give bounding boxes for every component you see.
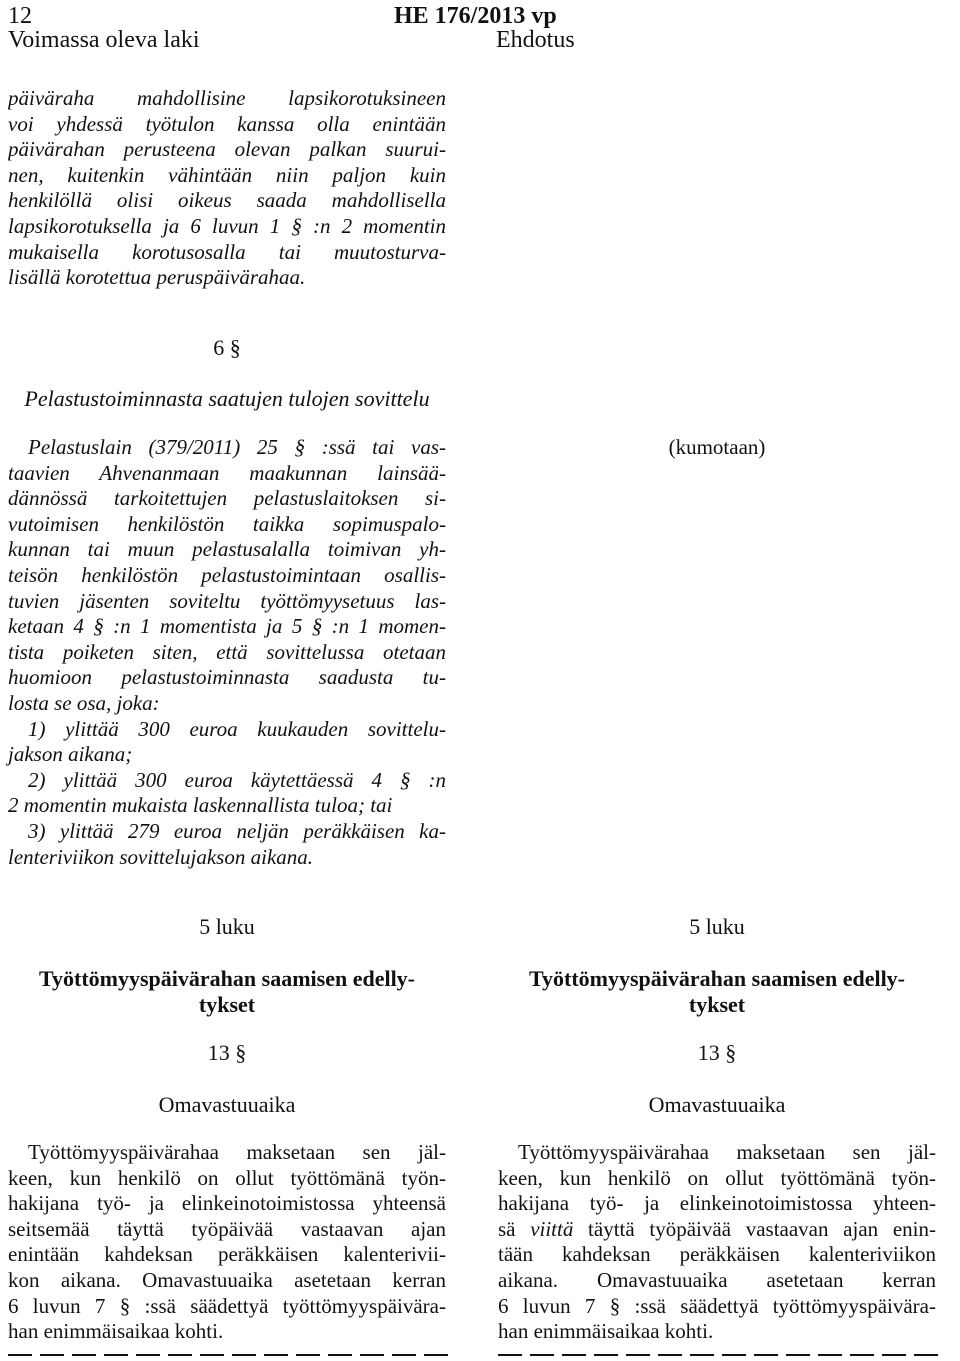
chapter-title-line: Työttömyyspäivärahan saamisen edelly- bbox=[528, 966, 906, 991]
left-section-13-number: 13 § bbox=[207, 1040, 247, 1065]
list-item-3-line-2: lenteriviikon sovittelujakson aikana. bbox=[8, 844, 314, 869]
text-line: losta se osa, joka: bbox=[8, 690, 160, 715]
text-segment: täyttä työpäivää vastaavan ajan enin- bbox=[573, 1216, 936, 1241]
list-item-1-line-2: jakson aikana; bbox=[8, 742, 133, 767]
text-line: kon aikana. Omavastuuaika asetetaan kerran bbox=[8, 1267, 446, 1292]
list-item-1-line-1: 1) ylittää 300 euroa kuukauden sovittelu- bbox=[28, 716, 446, 741]
right-column-title: Ehdotus bbox=[496, 27, 575, 53]
right-section-13-body bbox=[498, 1140, 936, 1345]
intro-paragraph bbox=[8, 86, 446, 291]
text-line: voi yhdessä työtulon kanssa olla enintään bbox=[8, 111, 446, 136]
text-line: hakijana työ- ja elinkeinotoimistossa yhteen- bbox=[498, 1191, 936, 1216]
text-line: kunnan tai muun pelastusalalla toimivan yh- bbox=[8, 537, 446, 562]
right-chapter-number: 5 luku bbox=[689, 914, 745, 939]
text-line: aikana. Omavastuuaika asetetaan kerran bbox=[498, 1267, 936, 1292]
text-line: mukaisella korotusosalla tai muutosturva- bbox=[8, 239, 446, 264]
section-6-body bbox=[8, 435, 446, 870]
text-line: henkilöllä olisi oikeus saada mahdollisella bbox=[8, 188, 446, 213]
left-section-13-title: Omavastuuaika bbox=[158, 1092, 296, 1117]
text-line: ketaan 4 § :n 1 momentista ja 5 § :n 1 momen- bbox=[8, 614, 446, 639]
text-line: tuvien jäsenten soviteltu työttömyysetuus las- bbox=[8, 588, 446, 613]
text-line: tista poiketen siten, että sovittelussa otetaan bbox=[8, 639, 446, 664]
section-6-proposal: (kumotaan) bbox=[668, 435, 766, 459]
text-line: päiväraha mahdollisine lapsikorotuksineen bbox=[8, 86, 446, 110]
text-line: han enimmäisaikaa kohti. bbox=[8, 1319, 224, 1344]
text-line: nen, kuitenkin vähintään niin paljon kuin bbox=[8, 162, 446, 187]
text-line: Pelastuslain (379/2011) 25 § :ssä tai vas- bbox=[28, 435, 446, 459]
text-line: keen, kun henkilö on ollut työttömänä työn- bbox=[498, 1165, 936, 1190]
text-line: seitsemää täyttä työpäivää vastaavan ajan bbox=[8, 1216, 446, 1241]
left-chapter-title bbox=[8, 966, 446, 1018]
text-line: päivärahan perusteena olevan palkan suurui- bbox=[8, 137, 446, 162]
list-item-2-line-1: 2) ylittää 300 euroa käytettäessä 4 § :n bbox=[28, 767, 446, 792]
chapter-title-line: tykset bbox=[688, 992, 746, 1017]
right-section-13-number: 13 § bbox=[697, 1040, 737, 1065]
left-chapter-number: 5 luku bbox=[199, 914, 255, 939]
chapter-title-line: Työttömyyspäivärahan saamisen edelly- bbox=[38, 966, 416, 991]
right-chapter-title bbox=[498, 966, 936, 1018]
document-id: HE 176/2013 vp bbox=[394, 3, 557, 29]
text-line: han enimmäisaikaa kohti. bbox=[498, 1319, 714, 1344]
text-segment: sä bbox=[498, 1216, 531, 1241]
text-line: tään kahdeksan peräkkäisen kalenteriviikon bbox=[498, 1242, 936, 1267]
chapter-title-line: tykset bbox=[198, 992, 256, 1017]
text-line: Työttömyyspäivärahaa maksetaan sen jäl- bbox=[518, 1140, 936, 1164]
page-number: 12 bbox=[8, 3, 32, 29]
right-section-13-title: Omavastuuaika bbox=[648, 1092, 786, 1117]
text-line: huomioon pelastustoiminnasta saadusta tu- bbox=[8, 665, 446, 690]
text-line: hakijana työ- ja elinkeinotoimistossa yhteensä bbox=[8, 1191, 446, 1216]
text-line: teisön henkilöstön pelastustoimintaan osallis- bbox=[8, 562, 446, 587]
section-6-number: 6 § bbox=[213, 335, 241, 360]
changed-word: viittä bbox=[530, 1216, 574, 1241]
left-omission-dashes bbox=[8, 1354, 448, 1356]
right-omission-dashes bbox=[498, 1354, 938, 1356]
text-line: lapsikorotuksella ja 6 luvun 1 § :n 2 momentin bbox=[8, 213, 446, 238]
text-line: 6 luvun 7 § :ssä säädettyä työttömyyspäivära- bbox=[498, 1293, 936, 1318]
text-line: keen, kun henkilö on ollut työttömänä työn- bbox=[8, 1165, 446, 1190]
left-section-13-body bbox=[8, 1140, 446, 1345]
text-line: Työttömyyspäivärahaa maksetaan sen jäl- bbox=[28, 1140, 446, 1164]
section-6-title: Pelastustoiminnasta saatujen tulojen sovittelu bbox=[24, 386, 430, 411]
text-line: dännössä tarkoitettujen pelastuslaitoksen si- bbox=[8, 486, 446, 511]
text-line: lisällä korotettua peruspäivärahaa. bbox=[8, 265, 306, 290]
text-line: enintään kahdeksan peräkkäisen kalenterivii- bbox=[8, 1242, 446, 1267]
list-item-2-line-2: 2 momentin mukaista laskennallista tuloa; tai bbox=[8, 793, 393, 818]
list-item-3-line-1: 3) ylittää 279 euroa neljän peräkkäisen ka- bbox=[28, 818, 446, 843]
text-line: vutoimisen henkilöstön taikka sopimuspalo- bbox=[8, 511, 446, 536]
left-column-title: Voimassa oleva laki bbox=[8, 27, 200, 53]
text-line: taavien Ahvenanmaan maakunnan lainsää- bbox=[8, 460, 446, 485]
text-line: 6 luvun 7 § :ssä säädettyä työttömyyspäivära- bbox=[8, 1293, 446, 1318]
text-line-with-change bbox=[498, 1217, 936, 1243]
